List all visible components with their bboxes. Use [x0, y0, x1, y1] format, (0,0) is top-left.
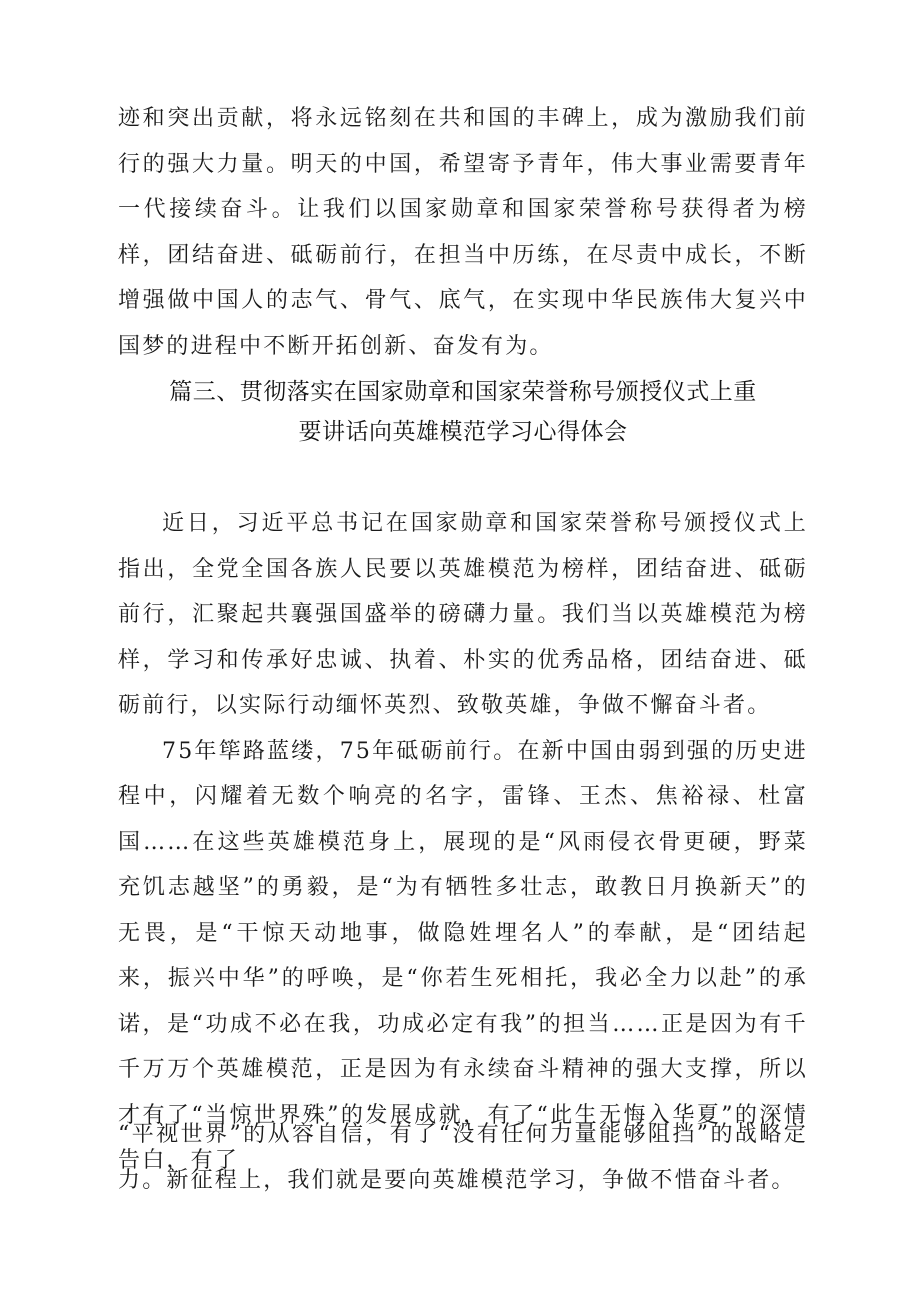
section-title: [118, 372, 808, 452]
continuation-paragraph: 迹和突出贡献，将永远铭刻在共和国的丰碑上，成为激励我们前行的强大力量。明天的中国，希望寄予青年，伟大事业需要青年一代接续奋斗。让我们以国家勋章和国家荣誉称号获得者为榜样，团结奋进、砥砺前行，在担当中历练，在尽责中成长，不断增强做中国人的志气、骨气、底气，在实现中华民族伟大复兴中国梦的进程中不断开拓创新、奋发有为。: [118, 106, 808, 359]
body-paragraph-1: 近日，习近平总书记在国家勋章和国家荣誉称号颁授仪式上指出，全党全国各族人民要以英雄模范为榜样，团结奋进、砥砺前行，汇聚起共襄强国盛举的磅礴力量。我们当以英雄模范为榜样，学习和传承好忠诚、执着、朴实的优秀品格，团结奋进、砥砺前行，以实际行动缅怀英烈、致敬英雄，争做不懈奋斗者。: [118, 511, 808, 718]
section-title-line-1: 篇三、贯彻落实在国家勋章和国家荣誉称号颁授仪式上重: [169, 379, 757, 405]
section-title-line-2: 要讲话向英雄模范学习心得体会: [298, 419, 628, 445]
continuation-paragraph-block: [118, 96, 808, 369]
body-paragraph-2: 75年筚路蓝缕，75年砥砺前行。在新中国由弱到强的历史进程中，闪耀着无数个响亮的名字，雷锋、王杰、焦裕禄、杜富国……在这些英雄模范身上，展现的是“风雨侵衣骨更硬，野菜充饥志越坚”的勇毅，是“为有牺牲多壮志，敢教日月换新天”的无畏，是“干惊天动地事，做隐姓埋名人”的奉献，是“团结起来，振兴中华”的呼唤，是“你若生死相托，我必全力以赴”的承诺，是“功成不必在我，功成必定有我”的担当……正是因为有千千万万个英雄模范，正是因为有永续奋斗精神的强大支撑，所以才有了“当惊世界殊”的发展成就，有了“此生无悔入华夏”的深情告白，有了: [118, 738, 808, 1173]
tail-paragraph: “平视世界”的从容自信，有了“没有任何力量能够阻挡”的战略定力。新征程上，我们就是要向英雄模范学习，争做不惜奋斗者。: [118, 1122, 808, 1193]
section-body: [118, 501, 808, 1184]
tail-paragraph-block: [118, 1112, 808, 1203]
